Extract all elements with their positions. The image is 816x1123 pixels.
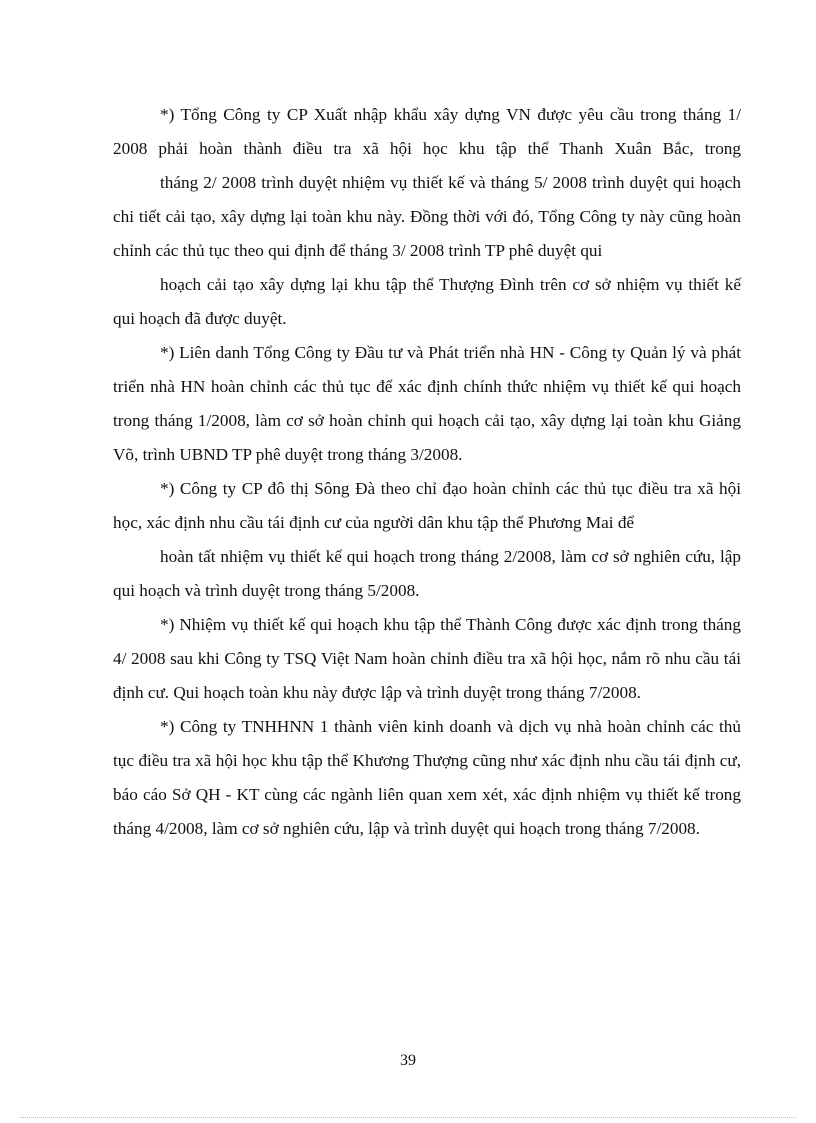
paragraph-thanh-xuan-bac-cont: tháng 2/ 2008 trình duyệt nhiệm vụ thiết kế và tháng 5/ 2008 trình duyệt qui hoạch chi tiết cải tạo, xây dựng lại toàn khu này. Đồng thời với đó, Tổng Công ty này cũng hoàn chỉnh các thủ tục theo qui định để tháng 3/ 2008 trình TP phê duyệt qui (113, 173, 741, 260)
footer-dotted-line (20, 1117, 796, 1118)
paragraph-thanh-xuan-bac: *) Tổng Công ty CP Xuất nhập khẩu xây dựng VN được yêu cầu trong tháng 1/ 2008 phải hoàn thành điều tra xã hội học khu tập thể Thanh Xuân Bắc, trong (113, 105, 741, 158)
body-text (113, 98, 741, 846)
page-number: 39 (400, 1052, 416, 1069)
paragraph-thuong-dinh: hoạch cải tạo xây dựng lại khu tập thể Thượng Đình trên cơ sở nhiệm vụ thiết kế qui hoạch đã được duyệt. (113, 275, 741, 328)
paragraph-giang-vo: *) Liên danh Tổng Công ty Đầu tư và Phát triển nhà HN - Công ty Quản lý và phát triển nhà HN hoàn chỉnh các thủ tục để xác định chính thức nhiệm vụ thiết kế qui hoạch trong tháng 1/2008, làm cơ sở hoàn chỉnh qui hoạch cải tạo, xây dựng lại toàn khu Giảng Võ, trình UBND TP phê duyệt trong tháng 3/2008. (113, 343, 741, 464)
paragraph-phuong-mai: *) Công ty CP đô thị Sông Đà theo chỉ đạo hoàn chỉnh các thủ tục điều tra xã hội học, xác định nhu cầu tái định cư của người dân khu tập thể Phương Mai để (113, 479, 741, 532)
paragraph-khuong-thuong: *) Công ty TNHHNN 1 thành viên kinh doanh và dịch vụ nhà hoàn chỉnh các thủ tục điều tra xã hội học khu tập thể Khương Thượng cũng như xác định nhu cầu tái định cư, báo cáo Sở QH - KT cùng các ngành liên quan xem xét, xác định nhiệm vụ thiết kế trong tháng 4/2008, làm cơ sở nghiên cứu, lập và trình duyệt qui hoạch trong tháng 7/2008. (113, 717, 741, 838)
paragraph-thanh-cong: *) Nhiệm vụ thiết kế qui hoạch khu tập thể Thành Công được xác định trong tháng 4/ 2008 sau khi Công ty TSQ Việt Nam hoàn chỉnh điều tra xã hội học, nắm rõ nhu cầu tái định cư. Qui hoạch toàn khu này được lập và trình duyệt trong tháng 7/2008. (113, 615, 741, 702)
paragraph-phuong-mai-cont: hoàn tất nhiệm vụ thiết kế qui hoạch trong tháng 2/2008, làm cơ sở nghiên cứu, lập qui hoạch và trình duyệt trong tháng 5/2008. (113, 547, 741, 600)
